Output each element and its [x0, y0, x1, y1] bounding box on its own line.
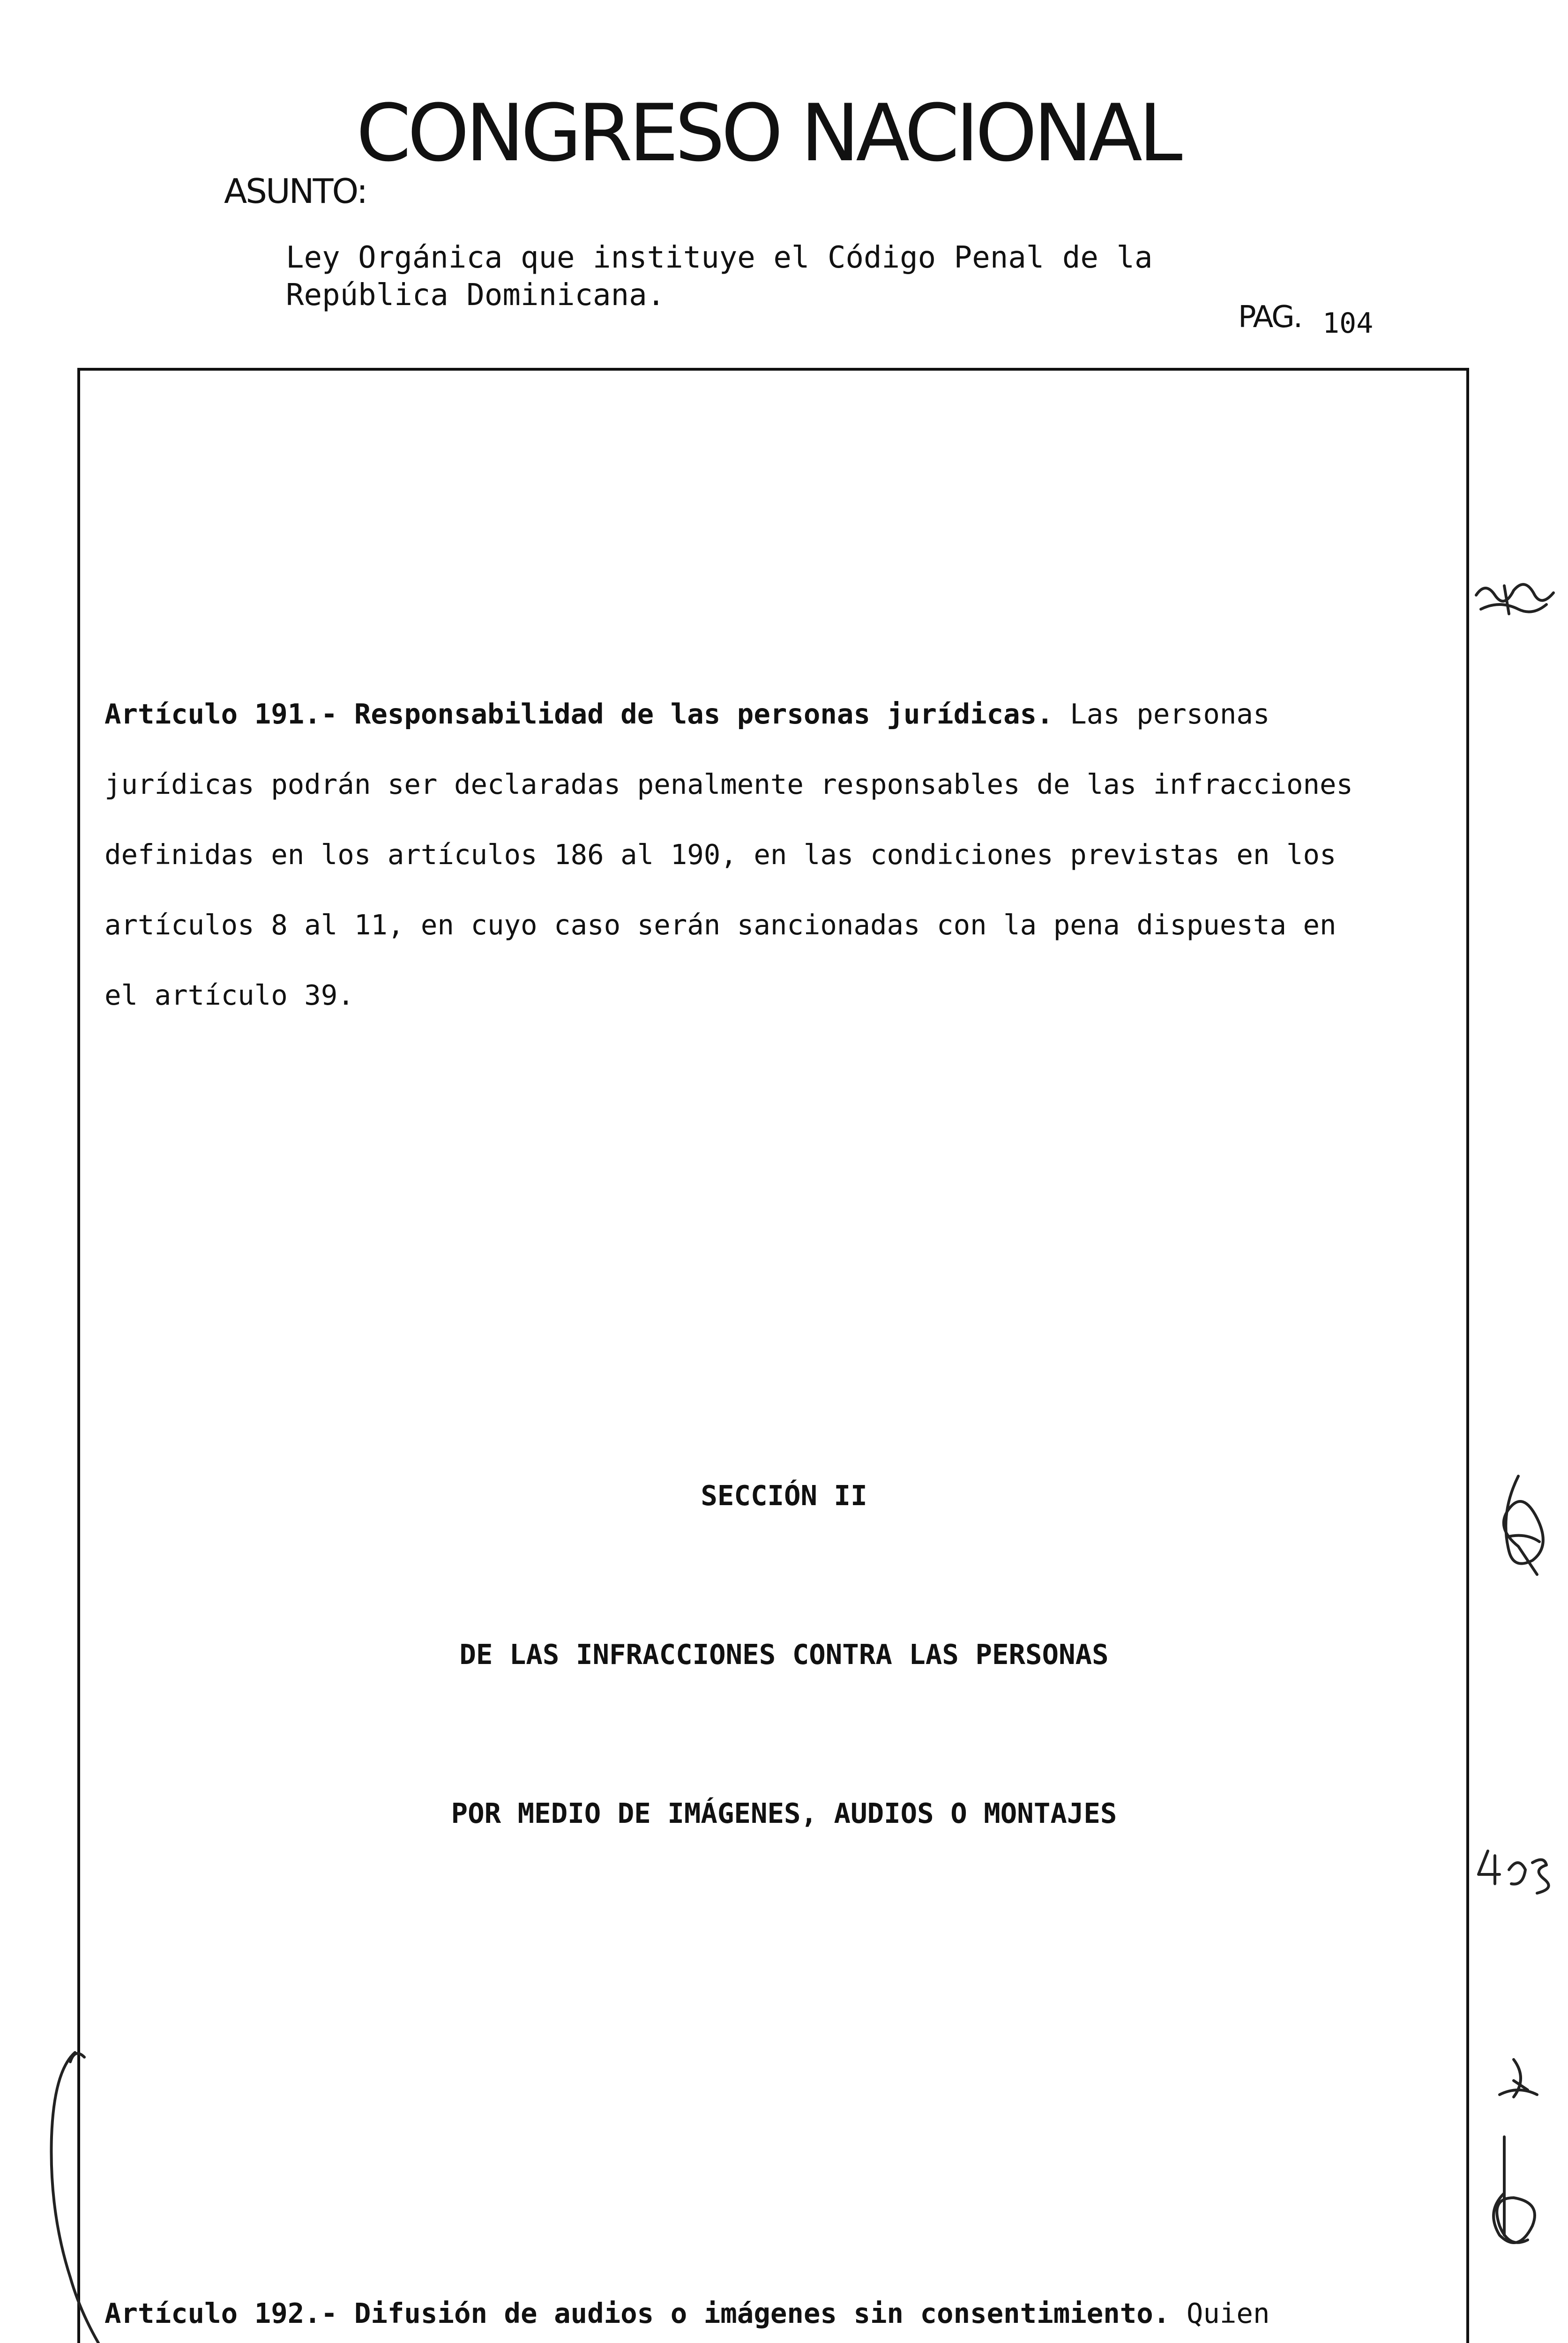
margin-bracket-icon [52, 2052, 99, 2343]
text-line: Quien [1170, 2297, 1270, 2329]
signature-scribble-icon [1476, 584, 1553, 614]
article-heading: Artículo 192.- Difusión de audios o imágenes sin consentimiento. [105, 2297, 1170, 2329]
number-annotation-icon [1478, 1851, 1549, 1893]
section-subtitle: DE LAS INFRACCIONES CONTRA LAS PERSONAS [459, 1638, 1109, 1671]
text-line: definidas en los artículos 186 al 190, en las condiciones previstas en los [105, 838, 1337, 871]
page-label: PAG. [1238, 300, 1302, 335]
initials-icon [1504, 1476, 1543, 1574]
text-line: el artículo 39. [105, 979, 354, 1011]
check-mark-icon [1500, 2059, 1537, 2097]
text-line: jurídicas podrán ser declaradas penalmente responsables de las infracciones [105, 768, 1353, 800]
section-subtitle: POR MEDIO DE IMÁGENES, AUDIOS O MONTAJES [451, 1797, 1117, 1829]
subject-line: República Dominicana. [286, 278, 665, 313]
subject-label: ASUNTO: [224, 172, 367, 211]
subject-line: Ley Orgánica que instituye el Código Penal de la [286, 240, 1153, 275]
institution-title: CONGRESO NACIONAL [356, 87, 1179, 179]
signature-icon [1493, 2137, 1535, 2243]
text-line: Las personas [1053, 698, 1270, 730]
page-number: 104 [1322, 307, 1374, 340]
text-line: artículos 8 al 11, en cuyo caso serán sancionadas con la pena dispuesta en [105, 909, 1337, 941]
section-title: SECCIÓN II [701, 1479, 867, 1512]
article-heading: Artículo 191.- Responsabilidad de las personas jurídicas. [105, 698, 1053, 730]
